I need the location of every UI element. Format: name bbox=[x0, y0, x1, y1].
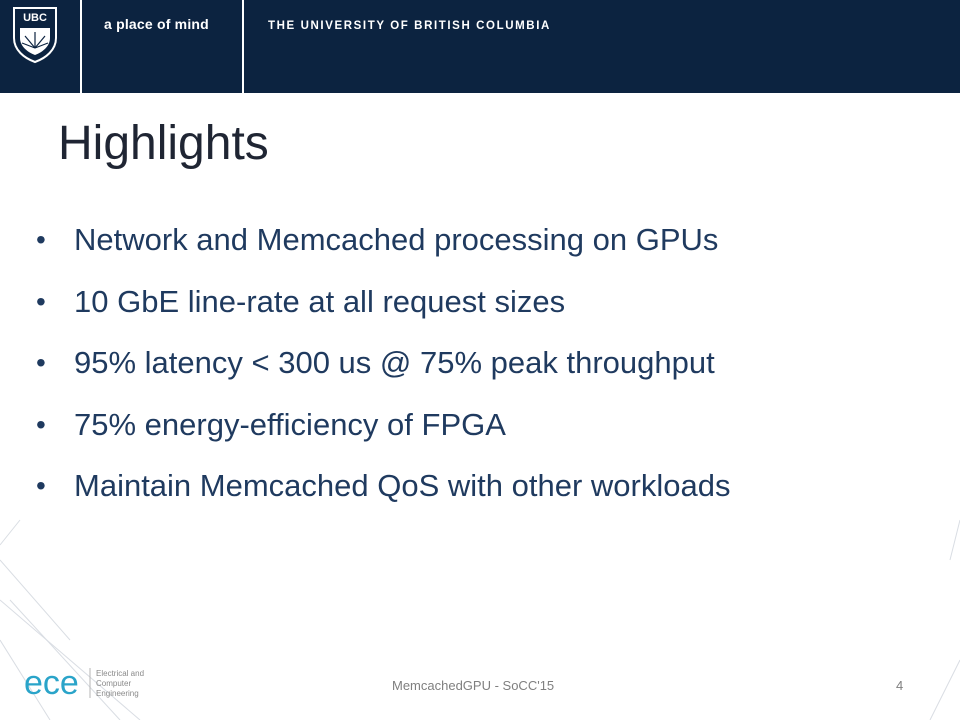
bullet-item bbox=[36, 338, 730, 400]
university-name: THE UNIVERSITY OF BRITISH COLUMBIA bbox=[268, 20, 551, 32]
bullet-text: 75% energy-efficiency of FPGA bbox=[74, 406, 506, 442]
ubc-tagline: a place of mind bbox=[104, 16, 209, 32]
bullet-marker: • bbox=[36, 224, 46, 255]
bullet-text: Maintain Memcached QoS with other workloads bbox=[74, 468, 731, 503]
bullet-marker: • bbox=[36, 470, 46, 501]
department-line-2: Computer bbox=[96, 679, 132, 688]
footer-presentation-name: MemcachedGPU - SoCC'15 bbox=[392, 678, 555, 693]
bullet-item bbox=[36, 215, 730, 277]
bullet-item bbox=[36, 461, 730, 523]
department-line-1: Electrical and bbox=[96, 669, 145, 678]
page-number: 4 bbox=[896, 678, 904, 693]
bullet-marker: • bbox=[36, 408, 46, 440]
header-bar bbox=[0, 0, 960, 93]
department-line-3: Engineering bbox=[96, 689, 139, 698]
ubc-logo-text: UBC bbox=[23, 12, 47, 24]
bullet-marker: • bbox=[36, 347, 46, 378]
ece-logo-text: ece bbox=[24, 664, 79, 700]
bullet-marker: • bbox=[36, 285, 46, 317]
bullet-text: 95% latency < 300 us @ 75% peak throughput bbox=[74, 345, 715, 380]
bullet-text: Network and Memcached processing on GPUs bbox=[74, 222, 719, 257]
ubc-crest-logo bbox=[6, 4, 64, 64]
bullet-item bbox=[36, 277, 730, 339]
ece-department-logo bbox=[24, 664, 174, 700]
header-divider-right bbox=[242, 0, 244, 93]
header-divider-left bbox=[80, 0, 82, 93]
bullet-text: 10 GbE line-rate at all request sizes bbox=[74, 283, 566, 319]
bullet-item bbox=[36, 400, 730, 462]
bullet-list bbox=[36, 215, 730, 523]
slide-title: Highlights bbox=[58, 117, 269, 170]
